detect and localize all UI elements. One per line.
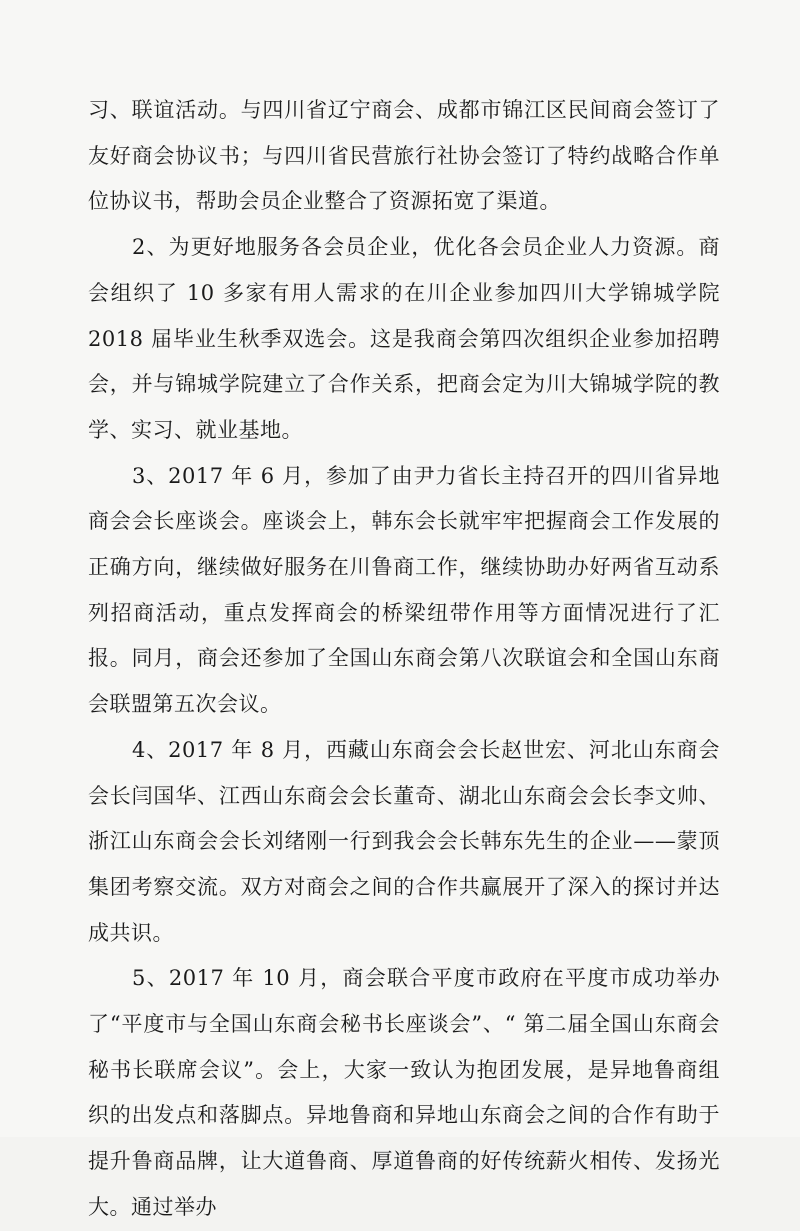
document-body bbox=[88, 88, 720, 1231]
paragraph-item-4: 4、2017 年 8 月，西藏山东商会会长赵世宏、河北山东商会会长闫国华、江西山东商会会长董奇、湖北山东商会会长李文帅、浙江山东商会会长刘绪刚一行到我会会长韩东先生的企业——蒙顶集团考察交流。双方对商会之间的合作共赢展开了深入的探讨并达成共识。 bbox=[88, 737, 720, 945]
paragraph-item-2: 2、为更好地服务各会员企业，优化各会员企业人力资源。商会组织了 10 多家有用人需求的在川企业参加四川大学锦城学院 2018 届毕业生秋季双选会。这是我商会第四次组织企业参加招聘会，并与锦城学院建立了合作关系，把商会定为川大锦城学院的教学、实习、就业基地。 bbox=[88, 235, 720, 442]
paragraph-item-5: 5、2017 年 10 月，商会联合平度市政府在平度市成功举办了“平度市与全国山东商会秘书长座谈会”、“ 第二届全国山东商会秘书长联席会议”。会上，大家一致认为抱团发展，是异地鲁商组织的出发点和落脚点。异地鲁商和异地山东商会之间的合作有助于提升鲁商品牌，让大道鲁商、厚道鲁商的好传统薪火相传、发扬光大。通过举办 bbox=[88, 966, 720, 1219]
paragraph-item-3: 3、2017 年 6 月，参加了由尹力省长主持召开的四川省异地商会会长座谈会。座谈会上，韩东会长就牢牢把握商会工作发展的正确方向，继续做好服务在川鲁商工作，继续协助办好两省互动系列招商活动，重点发挥商会的桥梁纽带作用等方面情况进行了汇报。同月，商会还参加了全国山东商会第八次联谊会和全国山东商会联盟第五次会议。 bbox=[88, 463, 720, 717]
paragraph-continuation: 习、联谊活动。与四川省辽宁商会、成都市锦江区民间商会签订了友好商会协议书；与四川省民营旅行社协会签订了特约战略合作单位协议书，帮助会员企业整合了资源拓宽了渠道。 bbox=[88, 98, 720, 214]
